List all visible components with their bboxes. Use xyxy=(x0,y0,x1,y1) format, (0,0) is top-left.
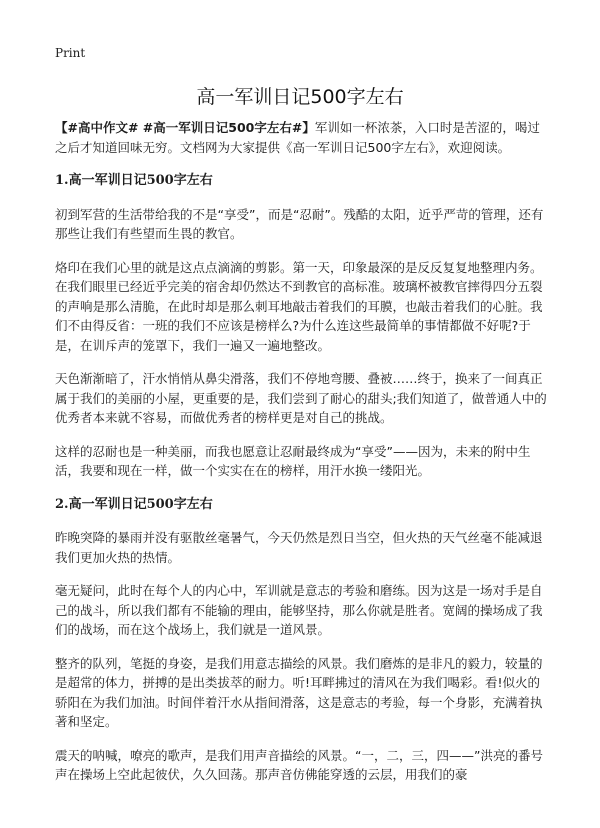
paragraph: 整齐的队列，笔挺的身姿，是我们用意志描绘的风景。我们磨炼的是非凡的毅力，较量的是超常的体力，拼搏的是出类拔萃的耐力。听!耳畔拂过的清风在为我们喝彩。看!似火的骄阳在为我们加油。时间伴着汗水从指间滑落，这是意志的考验，每一个身影，充满着执著和坚定。 xyxy=(55,655,543,729)
paragraph: 毫无疑问，此时在每个人的内心中，军训就是意志的考验和磨练。因为这是一场对手是自己的战斗，所以我们都有不能输的理由，能够坚持，那么你就是胜者。宽阔的操场成了我们的战场，而在这个战场上，我们就是一道风景。 xyxy=(55,583,543,637)
section-heading-1: 1.高一军训日记500字左右 xyxy=(55,173,213,188)
print-link[interactable]: Print xyxy=(55,46,86,60)
paragraph: 昨晚突降的暴雨并没有驱散丝毫暑气，今天仍然是烈日当空，但火热的天气丝毫不能减退我们更加火热的热情。 xyxy=(55,530,543,565)
article-body xyxy=(55,118,547,799)
section-heading-2: 2.高一军训日记500字左右 xyxy=(55,496,213,512)
paragraph: 这样的忍耐也是一种美丽，而我也愿意让忍耐最终成为“享受”——因为，未来的附中生活，我要和现在一样，做一个实实在在的榜样，用汗水换一缕阳光。 xyxy=(55,443,531,478)
page-title: 高一军训日记500字左右 xyxy=(196,86,404,108)
paragraph: 天色渐渐暗了，汗水悄悄从鼻尖滑落，我们不停地弯腰、叠被……终于，换来了一间真正属于我们的美丽的小屋，更重要的是，我们尝到了耐心的甜头;我们知道了，做普通人中的优秀者本来就不容易，而做优秀者的榜样更是对自己的挑战。 xyxy=(55,371,547,425)
paragraph: 烙印在我们心里的就是这点点滴滴的剪影。第一天，印象最深的是反反复复地整理内务。在我们眼里已经近乎完美的宿舍却仍然达不到教官的高标准。玻璃杯被教官摔得四分五裂的声响是那么清脆，在此时却是那么刺耳地敲击着我们的耳膜，也敲击着我们的心脏。我们不由得反省：一班的我们不应该是榜样么?为什么连这些最简单的事情都做不好呢?于是，在训斥声的笼罩下，我们一遍又一遍地整改。 xyxy=(55,259,543,353)
intro-paragraph xyxy=(55,118,547,157)
paragraph: 初到军营的生活带给我的不是“享受”，而是“忍耐”。残酷的太阳，近乎严苛的管理，还有那些让我们有些望而生畏的教官。 xyxy=(55,206,544,241)
intro-tag[interactable]: 【#高中作文# #高一军训日记500字左右#】 xyxy=(55,120,315,135)
intro-text: 军训如一杯浓茶，入口时是苦涩的，喝过之后才知道回味无穷。文档网为大家提供《高一军训日记500字左右》，欢迎阅读。 xyxy=(55,120,540,155)
paragraph: 震天的呐喊，嘹亮的歌声，是我们用声音描绘的风景。“一，二，三，四——”洪亮的番号声在操场上空此起彼伏，久久回荡。那声音仿佛能穿透的云层，用我们的豪 xyxy=(55,747,543,782)
